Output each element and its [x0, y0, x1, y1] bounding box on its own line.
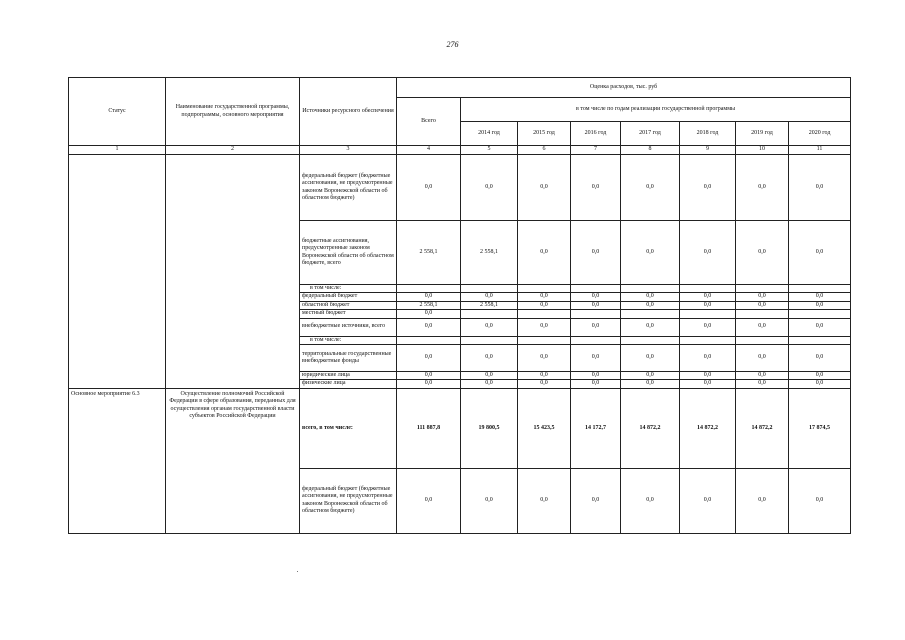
source-cell: в том числе: [300, 336, 397, 344]
value-cell: 0,0 [789, 293, 851, 301]
source-cell: юридические лица [300, 372, 397, 380]
value-cell: 0,0 [736, 318, 789, 336]
value-cell: 0,0 [621, 155, 680, 221]
value-cell [680, 310, 736, 318]
header-status: Статус [69, 78, 166, 146]
value-cell: 2 558,1 [397, 301, 461, 309]
column-number: 8 [621, 146, 680, 155]
header-by-years: в том числе по годам реализации государственной программы [461, 98, 851, 122]
value-cell: 0,0 [789, 345, 851, 372]
value-cell: 0,0 [621, 345, 680, 372]
value-cell: 0,0 [518, 372, 571, 380]
value-cell: 2 558,1 [461, 221, 518, 285]
value-cell [789, 336, 851, 344]
value-cell: 14 872,2 [736, 388, 789, 468]
value-cell [621, 336, 680, 344]
source-cell: федеральный бюджет [300, 293, 397, 301]
value-cell: 0,0 [680, 221, 736, 285]
value-cell [518, 336, 571, 344]
value-cell: 0,0 [680, 301, 736, 309]
name-cell: Осуществление полномочий Российской Федерации в сфере образования, переданных для осуществления органам государственной власти субъектов Российской Федерации [166, 388, 300, 533]
value-cell [680, 285, 736, 293]
value-cell: 0,0 [461, 345, 518, 372]
value-cell: 0,0 [789, 372, 851, 380]
header-year: 2017 год [621, 122, 680, 146]
column-number: 7 [571, 146, 621, 155]
status-cell [69, 155, 166, 389]
value-cell: 0,0 [397, 468, 461, 533]
value-cell: 0,0 [571, 372, 621, 380]
value-cell: 0,0 [621, 468, 680, 533]
value-cell: 0,0 [518, 468, 571, 533]
value-cell [518, 310, 571, 318]
value-cell [621, 310, 680, 318]
value-cell [621, 285, 680, 293]
value-cell: 0,0 [571, 345, 621, 372]
value-cell [461, 310, 518, 318]
value-cell: 0,0 [571, 155, 621, 221]
status-cell: Основное мероприятие 6.3 [69, 388, 166, 533]
value-cell: 19 800,5 [461, 388, 518, 468]
value-cell: 14 172,7 [571, 388, 621, 468]
value-cell: 0,0 [621, 380, 680, 388]
value-cell: 0,0 [789, 468, 851, 533]
header-year: 2014 год [461, 122, 518, 146]
value-cell: 0,0 [736, 301, 789, 309]
header-year: 2019 год [736, 122, 789, 146]
table-row [69, 388, 851, 468]
value-cell: 0,0 [461, 372, 518, 380]
value-cell: 0,0 [571, 221, 621, 285]
column-number: 3 [300, 146, 397, 155]
header-source: Источники ресурсного обеспечения [300, 78, 397, 146]
value-cell: 0,0 [789, 380, 851, 388]
value-cell: 0,0 [621, 301, 680, 309]
value-cell: 14 872,2 [680, 388, 736, 468]
source-cell: местный бюджет [300, 310, 397, 318]
value-cell: 14 872,2 [621, 388, 680, 468]
value-cell: 0,0 [518, 221, 571, 285]
value-cell: 0,0 [680, 293, 736, 301]
value-cell [461, 336, 518, 344]
value-cell: 0,0 [571, 301, 621, 309]
value-cell: 0,0 [789, 301, 851, 309]
value-cell: 0,0 [397, 318, 461, 336]
header-year: 2020 год [789, 122, 851, 146]
value-cell: 0,0 [571, 468, 621, 533]
value-cell: 0,0 [680, 155, 736, 221]
value-cell: 0,0 [518, 301, 571, 309]
value-cell [736, 285, 789, 293]
value-cell: 0,0 [789, 155, 851, 221]
source-cell: федеральный бюджет (бюджетные ассигнования, не предусмотренные законом Воронежской области об областном бюджете) [300, 155, 397, 221]
value-cell: 0,0 [680, 468, 736, 533]
value-cell [789, 285, 851, 293]
column-number: 6 [518, 146, 571, 155]
value-cell: 0,0 [571, 293, 621, 301]
value-cell [397, 285, 461, 293]
column-numbers-row [69, 146, 851, 155]
column-number: 10 [736, 146, 789, 155]
value-cell: 0,0 [680, 345, 736, 372]
value-cell: 0,0 [461, 380, 518, 388]
value-cell [680, 336, 736, 344]
value-cell: 2 558,1 [461, 301, 518, 309]
value-cell: 0,0 [518, 293, 571, 301]
value-cell: 0,0 [397, 372, 461, 380]
page-number: 276 [446, 40, 459, 49]
column-number: 1 [69, 146, 166, 155]
header-estimate: Оценка расходов, тыс. руб [397, 78, 851, 98]
source-cell: в том числе: [300, 285, 397, 293]
value-cell: 0,0 [397, 155, 461, 221]
value-cell: 0,0 [397, 293, 461, 301]
scan-speck [297, 571, 298, 572]
value-cell: 0,0 [397, 310, 461, 318]
column-number: 2 [166, 146, 300, 155]
value-cell [571, 336, 621, 344]
value-cell: 0,0 [680, 372, 736, 380]
source-cell: территориальные государственные внебюджетные фонды [300, 345, 397, 372]
source-cell: областной бюджет [300, 301, 397, 309]
value-cell: 2 558,1 [397, 221, 461, 285]
value-cell: 15 423,5 [518, 388, 571, 468]
header-name: Наименование государственной программы, подпрограммы, основного мероприятия [166, 78, 300, 146]
column-number: 9 [680, 146, 736, 155]
source-cell: физические лица [300, 380, 397, 388]
column-number: 5 [461, 146, 518, 155]
value-cell [571, 310, 621, 318]
value-cell: 0,0 [789, 221, 851, 285]
value-cell [789, 310, 851, 318]
value-cell [736, 310, 789, 318]
value-cell: 0,0 [789, 318, 851, 336]
value-cell: 0,0 [461, 468, 518, 533]
value-cell: 0,0 [397, 345, 461, 372]
value-cell: 0,0 [680, 318, 736, 336]
column-number: 4 [397, 146, 461, 155]
value-cell: 0,0 [736, 293, 789, 301]
value-cell: 0,0 [518, 155, 571, 221]
value-cell: 0,0 [571, 318, 621, 336]
value-cell: 0,0 [736, 345, 789, 372]
value-cell: 0,0 [621, 221, 680, 285]
value-cell [736, 336, 789, 344]
budget-table [68, 77, 851, 534]
source-cell: внебюджетные источники, всего [300, 318, 397, 336]
value-cell: 0,0 [621, 293, 680, 301]
value-cell: 0,0 [680, 380, 736, 388]
header-year: 2016 год [571, 122, 621, 146]
source-cell: федеральный бюджет (бюджетные ассигнования, не предусмотренные законом Воронежской области об областном бюджете) [300, 468, 397, 533]
value-cell: 0,0 [621, 372, 680, 380]
value-cell: 0,0 [571, 380, 621, 388]
value-cell: 0,0 [736, 221, 789, 285]
table-row [69, 155, 851, 221]
value-cell: 0,0 [461, 293, 518, 301]
name-cell [166, 155, 300, 389]
value-cell: 17 874,5 [789, 388, 851, 468]
value-cell: 0,0 [518, 318, 571, 336]
value-cell: 0,0 [621, 318, 680, 336]
value-cell: 0,0 [518, 380, 571, 388]
value-cell [461, 285, 518, 293]
value-cell: 0,0 [736, 155, 789, 221]
source-cell: бюджетные ассигнования, предусмотренные законом Воронежской области об областном бюджете, всего [300, 221, 397, 285]
value-cell [397, 336, 461, 344]
header-year: 2015 год [518, 122, 571, 146]
value-cell: 0,0 [461, 318, 518, 336]
value-cell: 0,0 [736, 468, 789, 533]
value-cell: 0,0 [397, 380, 461, 388]
source-cell: всего, в том числе: [300, 388, 397, 468]
value-cell: 0,0 [736, 372, 789, 380]
value-cell: 111 887,8 [397, 388, 461, 468]
value-cell [518, 285, 571, 293]
value-cell: 0,0 [736, 380, 789, 388]
column-number: 11 [789, 146, 851, 155]
header-year: 2018 год [680, 122, 736, 146]
value-cell: 0,0 [518, 345, 571, 372]
header-total: Всего [397, 98, 461, 146]
value-cell: 0,0 [461, 155, 518, 221]
value-cell [571, 285, 621, 293]
